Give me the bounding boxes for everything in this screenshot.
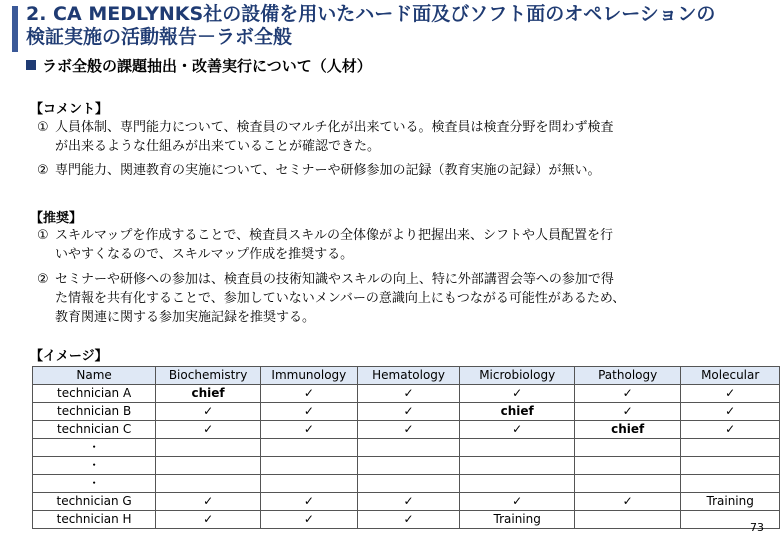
skill-cell: ✓ — [460, 385, 575, 403]
skill-cell: ✓ — [357, 493, 460, 511]
skill-cell — [574, 439, 680, 457]
slide-title — [26, 3, 776, 49]
item-text-line1: 人員体制、専門能力について、検査員のマルチ化が出来ている。検査員は検査分野を問わず検査 — [55, 120, 614, 135]
skill-cell — [260, 475, 357, 493]
technician-name-cell: technician H — [33, 511, 156, 529]
skill-cell — [681, 475, 780, 493]
table-row — [33, 493, 780, 511]
skill-cell — [574, 475, 680, 493]
slide-title-line2: 検証実施の活動報告－ラボ全般 — [26, 26, 293, 48]
table-row — [33, 439, 780, 457]
skill-cell — [156, 457, 261, 475]
skill-cell: ✓ — [681, 403, 780, 421]
item-text-line2: いやすくなるので、スキルマップ作成を推奨する。 — [55, 247, 354, 262]
skill-cell: ✓ — [357, 511, 460, 529]
skill-cell — [357, 457, 460, 475]
skill-cell — [156, 475, 261, 493]
skill-cell: ✓ — [574, 493, 680, 511]
technician-name-cell: technician B — [33, 403, 156, 421]
table-row — [33, 511, 780, 529]
skill-cell — [357, 475, 460, 493]
table-row — [33, 475, 780, 493]
table-body — [33, 385, 780, 529]
skill-cell: Training — [460, 511, 575, 529]
skill-cell — [574, 457, 680, 475]
item-number: ① — [37, 120, 49, 135]
skill-cell — [681, 511, 780, 529]
subheading-text: ラボ全般の課題抽出・改善実行について（人材） — [42, 57, 372, 75]
skill-cell: chief — [156, 385, 261, 403]
item-text-line1: セミナーや研修への参加は、検査員の技術知識やスキルの向上、特に外部講習会等への参加で得 — [55, 272, 614, 287]
skill-cell: ✓ — [260, 511, 357, 529]
technician-name-cell: technician G — [33, 493, 156, 511]
recommendation-label: 【推奨】 — [30, 211, 83, 226]
title-accent-bar — [12, 6, 18, 52]
recommendation-item-1 — [37, 226, 757, 264]
skill-cell: ✓ — [681, 385, 780, 403]
section-subheading — [26, 55, 372, 76]
skill-cell — [460, 439, 575, 457]
technician-name-cell: ・ — [33, 457, 156, 475]
item-text-line3: 教育関連に関する参加実施記録を推奨する。 — [55, 310, 316, 325]
slide-title-line1: 2. CA MEDLYNKS社の設備を用いたハード面及びソフト面のオペレーションの — [26, 3, 716, 25]
skill-cell: ✓ — [460, 493, 575, 511]
skill-cell: ✓ — [681, 421, 780, 439]
skill-cell: ✓ — [156, 511, 261, 529]
skill-cell: ✓ — [357, 421, 460, 439]
square-bullet-icon — [26, 60, 36, 70]
table-row — [33, 457, 780, 475]
skill-cell: Training — [681, 493, 780, 511]
skill-cell — [156, 439, 261, 457]
page-number: 73 — [750, 521, 764, 534]
skill-cell: ✓ — [574, 385, 680, 403]
technician-name-cell: ・ — [33, 439, 156, 457]
table-header-cell: Molecular — [681, 367, 780, 385]
table-header-row — [33, 367, 780, 385]
skill-cell — [681, 439, 780, 457]
skill-cell — [574, 511, 680, 529]
skill-cell: ✓ — [156, 421, 261, 439]
skill-cell: ✓ — [357, 385, 460, 403]
technician-name-cell: ・ — [33, 475, 156, 493]
skill-cell: ✓ — [460, 421, 575, 439]
table-header-cell: Name — [33, 367, 156, 385]
skill-cell: ✓ — [574, 403, 680, 421]
item-number: ② — [37, 163, 49, 178]
item-text-line1: スキルマップを作成することで、検査員スキルの全体像がより把握出来、シフトや人員配置を行 — [55, 228, 613, 243]
skill-cell: ✓ — [260, 385, 357, 403]
item-text-line2: た情報を共有化することで、参加していないメンバーの意識向上にもつながる可能性があるため、 — [55, 291, 626, 306]
skill-cell — [681, 457, 780, 475]
recommendation-item-2 — [37, 270, 757, 327]
skill-cell: ✓ — [260, 493, 357, 511]
skill-cell: chief — [460, 403, 575, 421]
skill-cell: ✓ — [156, 403, 261, 421]
skill-cell: chief — [574, 421, 680, 439]
skill-cell — [260, 457, 357, 475]
skill-map-table — [32, 366, 780, 529]
item-number: ① — [37, 228, 49, 243]
table-row — [33, 385, 780, 403]
skill-cell: ✓ — [357, 403, 460, 421]
comment-item-1 — [37, 118, 757, 156]
table-row — [33, 403, 780, 421]
item-text-line1: 専門能力、関連教育の実施について、セミナーや研修参加の記録（教育実施の記録）が無い。 — [55, 163, 601, 178]
table-header-cell: Pathology — [574, 367, 680, 385]
comment-label: 【コメント】 — [30, 102, 109, 117]
table-header-cell: Immunology — [260, 367, 357, 385]
skill-cell: ✓ — [156, 493, 261, 511]
technician-name-cell: technician C — [33, 421, 156, 439]
technician-name-cell: technician A — [33, 385, 156, 403]
item-text-line2: が出来るような仕組みが出来ていることが確認できた。 — [55, 139, 381, 154]
skill-cell — [460, 457, 575, 475]
skill-cell — [357, 439, 460, 457]
skill-cell — [260, 439, 357, 457]
item-number: ② — [37, 272, 49, 287]
table-header-cell: Microbiology — [460, 367, 575, 385]
skill-cell: ✓ — [260, 421, 357, 439]
image-label: 【イメージ】 — [30, 349, 108, 364]
table-header-cell: Hematology — [357, 367, 460, 385]
skill-cell — [460, 475, 575, 493]
comment-item-2 — [37, 161, 757, 180]
table-row — [33, 421, 780, 439]
skill-cell: ✓ — [260, 403, 357, 421]
table-header-cell: Biochemistry — [156, 367, 261, 385]
